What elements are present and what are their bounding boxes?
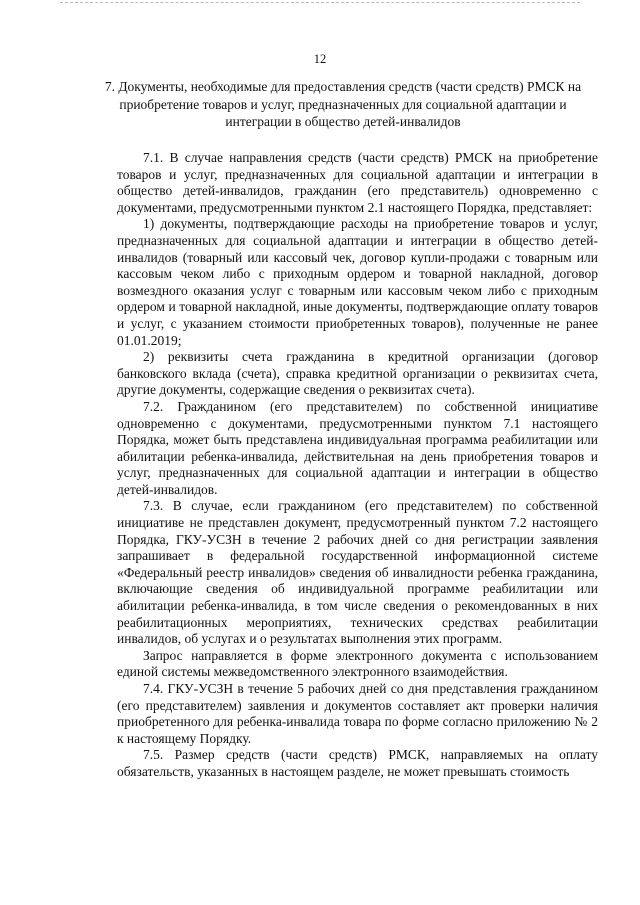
page-number: 12: [313, 52, 327, 66]
paragraph-7-4: 7.4. ГКУ-УСЗН в течение 5 рабочих дней со дня представления гражданином (его представителем) заявления и документов составляет акт проверки наличия приобретенного для ребенка-инвалида товара по форме согласно приложению № 2 к настоящему Порядку.: [117, 681, 598, 746]
paragraph-7-5: 7.5. Размер средств (части средств) РМСК, направляемых на оплату обязательств, указанных в настоящем разделе, не может превышать стоимость: [117, 747, 598, 779]
document-body: [117, 150, 598, 781]
paragraph-item-1: 1) документы, подтверждающие расходы на приобретение товаров и услуг, предназначенных для социальной адаптации и интеграции в общество детей-инвалидов (товарный или кассовый чек, договор купли-продажи с товарным или кассовым чеком либо с приходным ордером и товарной накладной, договор возмездного оказания услуг с товарным или кассовым чеком либо с приходным ордером и товарной накладной, иные документы, подтверждающие оплату товаров и услуг, с указанием стоимости приобретенных товаров), полученные не ранее 01.01.2019;: [117, 216, 598, 348]
paragraph-item-2: 2) реквизиты счета гражданина в кредитной организации (договор банковского вклада (счета), справка кредитной организации о реквизитах счета, другие документы, содержащие сведения о реквизитах счета).: [117, 349, 598, 398]
paragraph-7-2: 7.2. Гражданином (его представителем) по собственной инициативе одновременно с документами, предусмотренными пунктом 7.1 настоящего Порядка, может быть представлена индивидуальная программа реабилитации или абилитации ребенка-инвалида, действительная на день приобретения товаров и услуг, предназначенных для социальной адаптации и интеграции в общество детей-инвалидов.: [117, 398, 598, 497]
scan-top-edge: [60, 2, 580, 4]
paragraph-7-3: 7.3. В случае, если гражданином (его представителем) по собственной инициативе не представлен документ, предусмотренный пунктом 7.2 настоящего Порядка, ГКУ-УСЗН в течение 2 рабочих дней со дня регистрации заявления запрашивает в федеральной государственной информационной системе «Федеральный реестр инвалидов» сведения об инвалидности ребенка гражданина, включающие сведения об индивидуальной программе реабилитации или абилитации ребенка-инвалида, в том числе сведения о рекомендованных в них реабилитационных мероприятиях, технических средствах реабилитации инвалидов, об услугах и о результатах выполнения этих программ.: [117, 498, 598, 647]
paragraph-request: Запрос направляется в форме электронного документа с использованием единой системы межведомственного электронного взаимодействия.: [117, 647, 598, 680]
paragraph-7-1: 7.1. В случае направления средств (части средств) РМСК на приобретение товаров и услуг, предназначенных для социальной адаптации и интеграции в общество детей-инвалидов, гражданин (его представитель) одновременно с документами, предусмотренными пунктом 2.1 настоящего Порядка, представляет:: [117, 150, 598, 215]
section-heading: 7. Документы, необходимые для предоставления средств (части средств) РМСК на приобретение товаров и услуг, предназначенных для социальной адаптации и интеграции в общество детей-инвалидов: [104, 79, 582, 129]
